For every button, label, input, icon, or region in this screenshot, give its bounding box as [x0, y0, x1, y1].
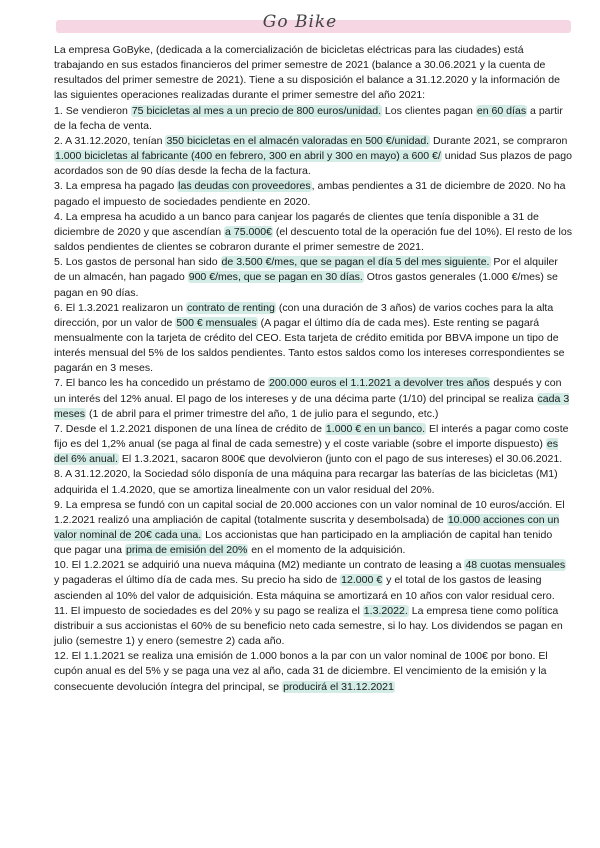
- highlight: cada 3 meses: [54, 392, 570, 420]
- list-item: 3. La empresa ha pagado las deudas con proveedores, ambas pendientes a 31 de diciembre de 2020. No ha pagado el impuesto de sociedades pendiente en 2020.: [54, 180, 566, 208]
- list-item: 1. Se vendieron 75 bicicletas al mes a un precio de 800 euros/unidad. Los clientes pagan en 60 días a partir de la fecha de venta.: [54, 104, 563, 132]
- list-item: 6. El 1.3.2021 realizaron un contrato de renting (con una duración de 3 años) de varios coches para la alta dirección, por un valor de 500 € mensuales (A pagar el último día de cada mes). Este renting se pagará mensualmente con la tarjeta de crédito del CEO. Esta tarjeta de crédito emitida por BBVA impone un tipo de interés mensual del 5% de los saldos pendientes. Tanto estos saldos como los intereses correspondientes se pagarán en 3 meses.: [54, 301, 565, 375]
- document-title: Go Bike: [262, 12, 338, 32]
- highlight: 12.000 €: [341, 574, 383, 587]
- list-item: 5. Los gastos de personal han sido de 3.500 €/mes, que se pagan el día 5 del mes siguiente. Por el alquiler de un almacén, han pagado 900 €/mes, que se pagan en 30 días. Otros gastos generales (1.000 €/mes) se pagan en 90 días.: [54, 256, 558, 299]
- highlight: producirá el 31.12.2021: [283, 680, 394, 693]
- list-item: 8. A 31.12.2020, la Sociedad sólo disponía de una máquina para recargar las baterías de las bicicletas (M1) adquirida el 1.4.2020, que se amortiza linealmente con un valor residual del 20%.: [54, 468, 558, 496]
- highlight: 1.000 bicicletas al fabricante (400 en febrero, 300 en abril y 300 en mayo) a 600 €/: [55, 150, 441, 163]
- highlight: de 3.500 €/mes, que se pagan el día 5 del mes siguiente.: [221, 256, 490, 269]
- highlight: 1.000 € en un banco.: [325, 422, 426, 435]
- highlight: 900 €/mes, que se pagan en 30 días.: [188, 271, 363, 284]
- highlight: en 60 días: [476, 104, 527, 117]
- document-body: [54, 43, 572, 695]
- list-item: 12. El 1.1.2021 se realiza una emisión de 1.000 bonos a la par con un valor nominal de 100€ por bono. El cupón anual es del 5% y se paga una vez al año, cada 31 de diciembre. El vencimiento de la emisión y la consecuente devolución íntegra del principal, se producirá el 31.12.2021: [54, 650, 548, 693]
- highlight: contrato de renting: [186, 301, 275, 314]
- highlight: 200.000 euros el 1.1.2021 a devolver tres años: [269, 377, 490, 390]
- highlight: 10.000 acciones con un valor nominal de 20€ cada una.: [54, 513, 560, 541]
- list-item: 2. A 31.12.2020, tenían 350 bicicletas en el almacén valoradas en 500 €/unidad. Durante 2021, se compraron 1.000 bicicletas al fabricante (400 en febrero, 300 en abril y 300 en mayo) a 600 €/ unidad Sus plazos de pago acordados son de 90 días desde la fecha de la factura.: [54, 134, 572, 178]
- highlight: 48 cuotas mensuales: [465, 559, 566, 572]
- list-item: 4. La empresa ha acudido a un banco para canjear los pagarés de clientes que tenía disponible a 31 de diciembre de 2020 y que ascendían a 75.000€ (el descuento total de la operación fue del 10%). El resto de los saldos pendientes de clientes se cobraron durante el primer semestre de 2021.: [54, 210, 572, 254]
- highlight: 350 bicicletas en el almacén valoradas en 500 €/unidad.: [166, 134, 430, 147]
- highlight: a 75.000€: [225, 225, 272, 238]
- list-item: 9. La empresa se fundó con un capital social de 20.000 acciones con un valor nominal de 10 euros/acción. El 1.2.2021 realizó una ampliación de capital (totalmente suscrita y desembolsada) de 10.000 acciones con un valor nominal de 20€ cada una. Los accionistas que han participado en la ampliación de capital han tenido que pagar una prima de emisión del 20% en el momento de la adquisición.: [54, 498, 565, 557]
- highlight: 75 bicicletas al mes a un precio de 800 euros/unidad.: [131, 104, 381, 117]
- highlight: es del 6% anual.: [54, 438, 559, 466]
- list-item: 11. El impuesto de sociedades es del 20% y su pago se realiza el 1.3.2022. La empresa tiene como política distribuir a sus accionistas el 60% de su beneficio neto cada semestre, si lo hay. Los dividendos se pagan en julio (semestre 1) y enero (semestre 2) cada año.: [54, 604, 563, 648]
- highlight: prima de emisión del 20%: [125, 544, 248, 557]
- highlight: 500 € mensuales: [176, 316, 257, 329]
- list-item: 7. El banco les ha concedido un préstamo de 200.000 euros el 1.1.2021 a devolver tres años después y con un interés del 12% anual. El pago de los intereses y de una décima parte (1/10) del principal se realiza cada 3 meses (1 de abril para el primer trimestre del año, 1 de julio para el segundo, etc.): [54, 377, 570, 420]
- list-item: 10. El 1.2.2021 se adquirió una nueva máquina (M2) mediante un contrato de leasing a 48 cuotas mensuales y pagaderas el último día de cada mes. Su precio ha sido de 12.000 € y el total de los gastos de leasing ascienden al 10% del valor de adquisición. Esta máquina se amortizará en 10 años con valor residual cero.: [54, 559, 566, 602]
- intro-paragraph: La empresa GoByke, (dedicada a la comercialización de bicicletas eléctricas para las ciudades) está trabajando en sus estados financieros del primer semestre de 2021 (balance a 30.06.2021 y la cuenta de resultados del primer semestre de 2021). Tiene a su disposición el balance a 31.12.2020 y la información de las siguientes operaciones realizadas durante el primer semestre del año 2021:: [54, 44, 560, 102]
- highlight: las deudas con proveedores: [178, 180, 311, 193]
- highlight: 1.3.2022.: [363, 604, 408, 617]
- list-item: 7. Desde el 1.2.2021 disponen de una línea de crédito de 1.000 € en un banco. El interés a pagar como coste fijo es del 1,2% anual (se paga al final de cada semestre) y el coste variable (sobre el importe dispuesto) es del 6% anual. El 1.3.2021, sacaron 800€ que devolvieron (junto con el pago de sus intereses) el 30.06.2021.: [54, 422, 569, 466]
